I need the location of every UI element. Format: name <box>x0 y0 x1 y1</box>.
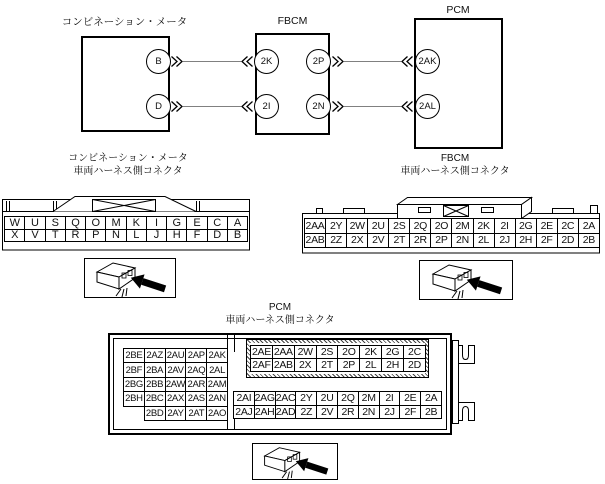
pin-cell: A <box>227 216 248 230</box>
pin-cell: 2AC <box>275 392 296 405</box>
pin-cell: 2AT <box>185 406 207 421</box>
pcm-connector-title-1: PCM <box>268 302 292 313</box>
pin-cell: 2BG <box>123 377 145 392</box>
pin-cell: 2AP <box>185 348 207 363</box>
pcm-box-label: PCM <box>446 4 470 16</box>
pin-cell: 2P <box>337 358 360 372</box>
meter-connector-title-1: コンビネーション・メータ <box>68 153 188 164</box>
pin-cell: 2AJ <box>233 405 255 420</box>
pin-cell: 2AB <box>305 234 325 247</box>
pin-cell: 2G <box>515 218 537 234</box>
pin-cell: 2AK <box>206 348 228 363</box>
meter-connector-pin-grid <box>4 216 248 242</box>
pin-cell: 2K <box>473 218 495 234</box>
pin-cell: 2I <box>494 218 516 234</box>
pin-cell: 2AF <box>250 358 273 372</box>
pin-circle: 2P <box>306 49 331 74</box>
chevron-left-icon <box>241 55 254 68</box>
pin-cell: 2AU <box>165 348 187 363</box>
meter-connector-drawing <box>2 195 250 251</box>
pin-cell: 2AD <box>275 405 296 418</box>
fbcm-connector-drawing <box>302 196 600 254</box>
wire-d-2i <box>183 106 241 107</box>
pin-cell: 2J <box>379 405 401 420</box>
pin-cell: L <box>126 229 147 243</box>
pin-cell: 2Y <box>295 391 317 406</box>
pin-cell: 2D <box>403 358 426 372</box>
pin-cell: 2AL <box>206 362 228 377</box>
meter-connector-title-2: 車両ハーネス側コネクタ <box>73 166 183 177</box>
pcm-box <box>414 18 503 149</box>
pin-cell: F <box>186 229 207 243</box>
pin-cell: 2BE <box>123 348 145 363</box>
pin-cell: 2X <box>346 233 368 249</box>
fbcm-connector-title-1: FBCM <box>440 153 470 164</box>
pin-cell: C <box>207 216 228 230</box>
pin-cell: 2AN <box>206 391 228 406</box>
chevron-left-icon <box>401 55 414 68</box>
pin-cell: 2U <box>316 391 338 406</box>
pin-cell: 2AS <box>185 391 207 406</box>
pin-cell: 2AW <box>165 377 187 392</box>
pin-cell: 2AI <box>233 391 255 406</box>
pcm-side-bracket <box>448 338 478 428</box>
pin-circle: 2K <box>254 49 279 74</box>
pin-cell: 2R <box>337 405 359 420</box>
pcm-top-right-pin-grid <box>250 345 426 372</box>
pcm-connector-title-2: 車両ハーネス側コネクタ <box>225 315 335 326</box>
pin-cell: 2B <box>578 233 600 249</box>
fbcm-connector-pin-grid <box>304 218 600 248</box>
pin-cell: 2AE <box>251 346 271 358</box>
pin-cell: 2L <box>473 233 495 249</box>
pin-circle: 2N <box>306 94 331 119</box>
pin-cell: 2W <box>294 345 317 359</box>
pin-cell: 2AX <box>165 391 187 406</box>
pin-cell: 2V <box>316 405 338 420</box>
empty-cell <box>123 406 145 421</box>
pin-cell: V <box>24 229 45 243</box>
pin-cell: 2T <box>316 358 339 372</box>
pin-cell: 2V <box>367 233 389 249</box>
pin-cell: 2U <box>367 218 389 234</box>
chevron-right-icon <box>170 100 183 113</box>
pin-cell: I <box>146 216 167 230</box>
pin-cell: 2AA <box>305 219 325 232</box>
pin-cell: 2M <box>451 218 473 234</box>
chevron-right-icon <box>331 100 344 113</box>
pin-cell: 2J <box>494 233 516 249</box>
pin-circle: 2AK <box>415 49 440 74</box>
pin-cell: 2BF <box>123 362 145 377</box>
pin-circle: B <box>146 49 171 74</box>
pin-cell: U <box>24 216 45 230</box>
pin-cell: O <box>85 216 106 230</box>
pin-cell: H <box>166 229 187 243</box>
pin-cell: 2Y <box>325 218 347 234</box>
pin-cell: 2M <box>358 391 380 406</box>
pin-cell: 2B <box>420 405 442 420</box>
pin-cell: 2AY <box>165 406 187 421</box>
fbcm-connector-title-2: 車両ハーネス側コネクタ <box>400 166 510 177</box>
pin-cell: 2Q <box>337 391 359 406</box>
pcm-connector-view-icon <box>252 443 338 480</box>
pin-cell: 2Z <box>295 405 317 420</box>
pin-cell: 2S <box>316 345 339 359</box>
pin-cell: 2C <box>557 218 579 234</box>
pin-cell: P <box>85 229 106 243</box>
pin-cell: 2BB <box>144 377 166 392</box>
wire-2p-2ak <box>344 61 401 62</box>
pin-cell: Q <box>65 216 86 230</box>
pin-cell: 2O <box>337 345 360 359</box>
pin-cell: 2BC <box>144 391 166 406</box>
meter-connector-view-icon <box>84 258 176 298</box>
pin-cell: 2BH <box>123 391 145 406</box>
pin-cell: 2E <box>399 391 421 406</box>
meter-box-label: コンビネーション・メータ <box>61 16 188 28</box>
pin-circle: D <box>146 94 171 119</box>
pin-cell: 2D <box>557 233 579 249</box>
wire-b-2k <box>183 61 241 62</box>
pcm-bottom-right-pin-grid <box>233 391 442 419</box>
pin-cell: 2BD <box>144 406 166 421</box>
pcm-center-channel <box>227 334 228 430</box>
pin-cell: 2AV <box>165 362 187 377</box>
chevron-right-icon <box>170 55 183 68</box>
pin-cell: 2AR <box>185 377 207 392</box>
pin-cell: 2A <box>578 218 600 234</box>
pcm-left-pin-grid <box>123 348 228 421</box>
pin-cell: 2L <box>359 358 382 372</box>
pin-cell: 2AH <box>254 405 275 418</box>
pin-cell: 2S <box>388 218 410 234</box>
pin-cell: 2H <box>515 233 537 249</box>
pin-cell: S <box>45 216 66 230</box>
pin-cell: 2N <box>358 405 380 420</box>
pin-cell: W <box>4 216 25 230</box>
pin-cell: G <box>166 216 187 230</box>
pin-cell: K <box>126 216 147 230</box>
pin-cell: 2AG <box>254 392 275 405</box>
pin-cell: J <box>146 229 167 243</box>
pin-circle: 2I <box>254 94 279 119</box>
pin-cell: 2F <box>399 405 421 420</box>
pin-circle: 2AL <box>415 94 440 119</box>
pin-cell: 2BA <box>144 362 166 377</box>
pin-cell: B <box>227 229 248 243</box>
pin-cell: 2AO <box>206 406 228 421</box>
pin-cell: E <box>186 216 207 230</box>
chevron-left-icon <box>401 100 414 113</box>
chevron-left-icon <box>241 100 254 113</box>
pin-cell: 2AM <box>206 377 228 392</box>
fbcm-box-label: FBCM <box>277 15 308 27</box>
pin-cell: X <box>4 229 25 243</box>
pin-cell: 2O <box>430 218 452 234</box>
pin-cell: M <box>105 216 126 230</box>
pin-cell: 2R <box>409 233 431 249</box>
pin-cell: 2H <box>381 358 404 372</box>
pin-cell: 2E <box>536 218 558 234</box>
pin-cell: 2AA <box>273 346 293 358</box>
pin-cell: 2W <box>346 218 368 234</box>
pin-cell: 2P <box>430 233 452 249</box>
pin-cell: T <box>45 229 66 243</box>
pin-cell: 2Q <box>409 218 431 234</box>
pcm-center-channel-stub <box>234 334 235 352</box>
pin-cell: 2AB <box>273 359 293 371</box>
pin-cell: D <box>207 229 228 243</box>
fbcm-connector-view-icon <box>419 260 513 300</box>
chevron-right-icon <box>331 55 344 68</box>
pin-cell: 2F <box>536 233 558 249</box>
pin-cell: 2K <box>359 345 382 359</box>
wire-2n-2al <box>344 106 401 107</box>
pin-cell: 2C <box>403 345 426 359</box>
pin-cell: 2A <box>420 391 442 406</box>
pin-cell: N <box>105 229 126 243</box>
pin-cell: R <box>65 229 86 243</box>
pin-cell: 2Z <box>325 233 347 249</box>
pin-cell: 2G <box>381 345 404 359</box>
pin-cell: 2T <box>388 233 410 249</box>
pin-cell: 2AQ <box>185 362 207 377</box>
pin-cell: 2N <box>451 233 473 249</box>
pin-cell: 2X <box>294 358 317 372</box>
pin-cell: 2AZ <box>144 348 166 363</box>
pin-cell: 2I <box>379 391 401 406</box>
